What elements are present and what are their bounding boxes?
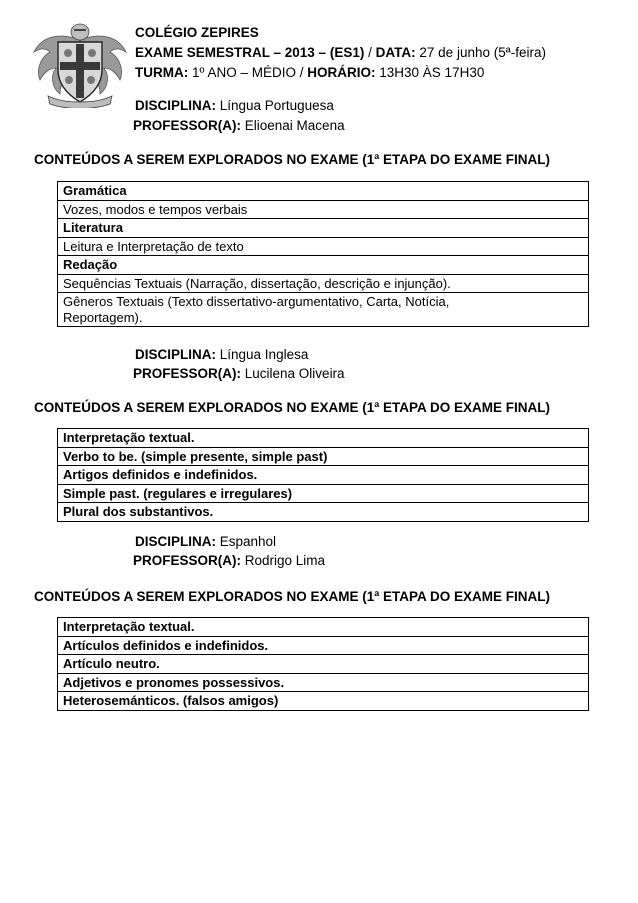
table-row [58, 237, 589, 256]
table-cell: Verbo to be. (simple presente, simple past) [58, 447, 589, 466]
teacher-label: PROFESSOR(A): [133, 118, 241, 133]
table-cell: Sequências Textuais (Narração, dissertação, descrição e injunção). [58, 274, 589, 293]
table-row [58, 484, 589, 503]
table-cell: Artículos definidos e indefinidos. [58, 636, 589, 655]
table-cell: Artículo neutro. [58, 655, 589, 674]
table-row [58, 466, 589, 485]
table-row [58, 274, 589, 293]
table-row [58, 673, 589, 692]
table-row [58, 256, 589, 275]
table-row [58, 655, 589, 674]
table-row [58, 182, 589, 201]
table-row [58, 200, 589, 219]
table-row [58, 219, 589, 238]
table-cell: Artigos definidos e indefinidos. [58, 466, 589, 485]
school-crest-logo [30, 18, 130, 108]
separator: / [368, 45, 372, 60]
table-row [58, 429, 589, 448]
table-cell: Plural dos substantivos. [58, 503, 589, 522]
teacher-label: PROFESSOR(A): [133, 553, 241, 568]
table-cell: Leitura e Interpretação de texto [58, 237, 589, 256]
teacher-line-spanish [133, 553, 325, 569]
content-table-english [57, 428, 589, 522]
discipline-value: Espanhol [219, 534, 277, 549]
table-row [58, 447, 589, 466]
date-label: DATA: [375, 45, 416, 60]
teacher-line-english [133, 366, 345, 382]
table-cell: Interpretação textual. [58, 429, 589, 448]
table-cell: Literatura [58, 219, 589, 238]
discipline-line-portuguese [135, 98, 334, 114]
table-row [58, 293, 589, 327]
table-cell: Gêneros Textuais (Texto dissertativo-argumentativo, Carta, Notícia, Reportagem). [58, 293, 589, 327]
discipline-value: Língua Inglesa [219, 347, 309, 362]
table-row [58, 618, 589, 637]
section-heading-english: CONTEÚDOS A SEREM EXPLORADOS NO EXAME (1ª ETAPA DO EXAME FINAL) [34, 400, 551, 415]
discipline-line-english [135, 347, 308, 363]
table-cell: Gramática [58, 182, 589, 201]
discipline-label: DISCIPLINA: [135, 98, 216, 113]
class-value: 1º ANO – MÉDIO / [192, 65, 304, 80]
table-cell: Interpretação textual. [58, 618, 589, 637]
discipline-value: Língua Portuguesa [219, 98, 334, 113]
table-cell: Heterosemánticos. (falsos amigos) [58, 692, 589, 711]
class-line [135, 65, 484, 81]
teacher-label: PROFESSOR(A): [133, 366, 241, 381]
discipline-label: DISCIPLINA: [135, 534, 216, 549]
exam-label: EXAME SEMESTRAL – 2013 – (ES1) [135, 45, 365, 60]
teacher-value: Lucilena Oliveira [244, 366, 345, 381]
teacher-value: Rodrigo Lima [244, 553, 326, 568]
section-heading-spanish: CONTEÚDOS A SEREM EXPLORADOS NO EXAME (1ª ETAPA DO EXAME FINAL) [34, 589, 551, 604]
content-table-spanish [57, 617, 589, 711]
table-cell: Adjetivos e pronomes possessivos. [58, 673, 589, 692]
content-table-portuguese [57, 181, 589, 327]
date-value: 27 de junho (5ª-feira) [419, 45, 546, 60]
exam-line [135, 45, 546, 61]
school-name: COLÉGIO ZEPIRES [135, 25, 259, 40]
section-heading-portuguese: CONTEÚDOS A SEREM EXPLORADOS NO EXAME (1ª ETAPA DO EXAME FINAL) [34, 152, 551, 167]
table-row [58, 503, 589, 522]
table-row [58, 636, 589, 655]
table-cell: Vozes, modos e tempos verbais [58, 200, 589, 219]
class-label: TURMA: [135, 65, 189, 80]
discipline-line-spanish [135, 534, 276, 550]
teacher-value: Elioenai Macena [244, 118, 345, 133]
table-cell: Redação [58, 256, 589, 275]
teacher-line-portuguese [133, 118, 345, 134]
table-cell: Simple past. (regulares e irregulares) [58, 484, 589, 503]
time-label: HORÁRIO: [307, 65, 376, 80]
discipline-label: DISCIPLINA: [135, 347, 216, 362]
table-row [58, 692, 589, 711]
time-value: 13H30 ÀS 17H30 [379, 65, 485, 80]
